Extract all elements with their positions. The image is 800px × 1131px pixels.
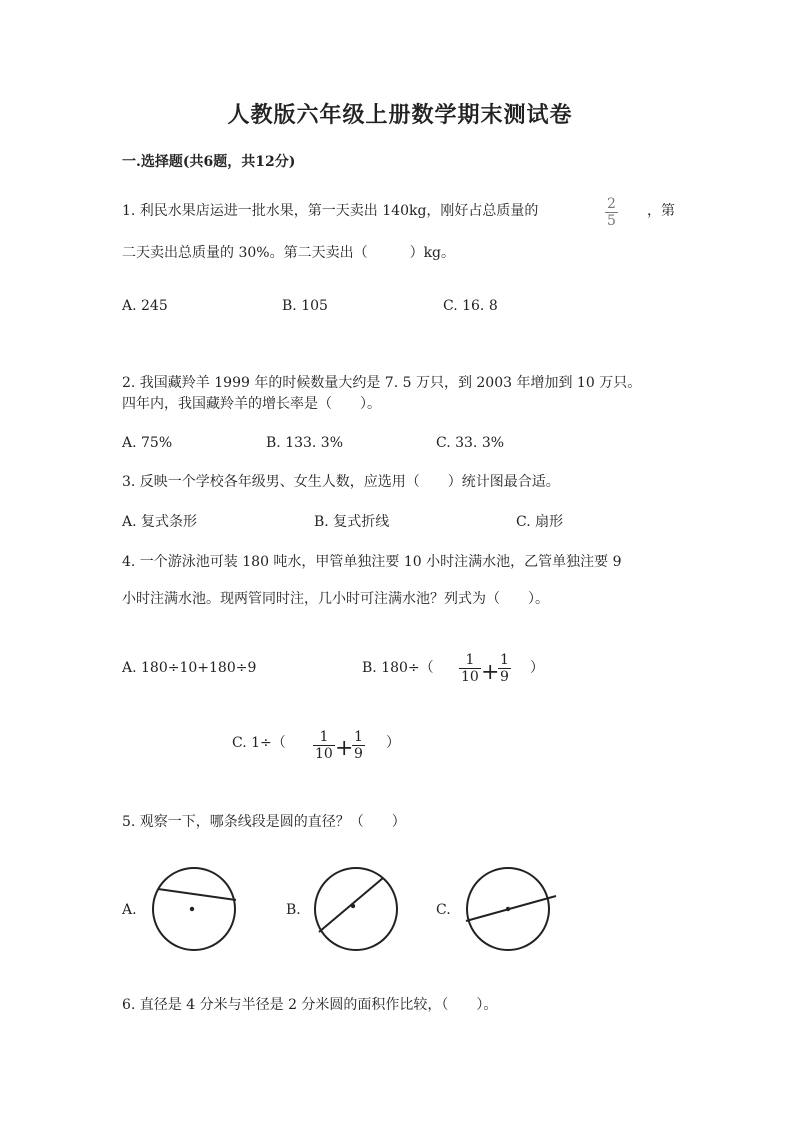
circle-b-center-dot [351, 904, 355, 908]
q4-option-b-fraction2 [498, 652, 511, 685]
q5-circle-c-diagram [462, 866, 558, 952]
q5-option-a-label[interactable]: A. [122, 902, 137, 918]
q4-option-c-fraction2 [352, 729, 365, 762]
q4-option-c-suffix: ） [386, 735, 400, 751]
q4c-f2-numerator: 1 [354, 729, 363, 745]
q6-line1: 6. 直径是 4 分米与半径是 2 分米圆的面积作比较，（ ）。 [122, 997, 498, 1013]
q2-line1: 2. 我国藏羚羊 1999 年的时候数量大约是 7. 5 万只，到 2003 年增加到 10 万只。 [122, 375, 642, 391]
q3-option-a[interactable]: A. 复式条形 [122, 514, 198, 530]
q3-option-c[interactable]: C. 扇形 [516, 514, 564, 530]
q4b-f2-numerator: 1 [500, 652, 509, 668]
q4-option-a[interactable]: A. 180÷10+180÷9 [122, 660, 257, 676]
q1-line1: 1. 利民水果店运进一批水果，第一天卖出 140kg，刚好占总质量的 [122, 203, 539, 219]
q1-option-c[interactable]: C. 16. 8 [443, 298, 498, 314]
q3-option-b[interactable]: B. 复式折线 [314, 514, 390, 530]
q2-option-a[interactable]: A. 75% [122, 435, 173, 451]
q1-fraction-numerator: 2 [607, 196, 616, 212]
q4b-f1-numerator: 1 [465, 652, 475, 668]
page-title: 人教版六年级上册数学期末测试卷 [227, 102, 573, 128]
q5-option-b-label[interactable]: B. [286, 902, 301, 918]
q4-option-b-fraction1 [459, 652, 481, 685]
q4-line2: 小时注满水池。现两管同时注，几小时可注满水池？列式为（ ）。 [122, 591, 549, 607]
q4c-f1-numerator: 1 [319, 729, 329, 745]
circle-b-diameter-candidate [319, 878, 383, 932]
q4-option-b-prefix[interactable]: B. 180÷（ [362, 660, 434, 676]
q2-line2: 四年内，我国藏羚羊的增长率是（ ）。 [122, 396, 381, 412]
q4-option-c-plus: + [335, 736, 354, 761]
circle-b-outline [315, 868, 397, 950]
q4b-f2-denominator: 9 [500, 669, 509, 685]
q1-line1-end: ，第 [647, 203, 675, 219]
q1-fraction-denominator: 5 [607, 213, 616, 229]
q4-line1: 4. 一个游泳池可装 180 吨水，甲管单独注要 10 小时注满水池，乙管单独注要 9 [122, 554, 622, 570]
q2-option-c[interactable]: C. 33. 3% [436, 435, 505, 451]
q2-option-b[interactable]: B. 133. 3% [266, 435, 344, 451]
circle-c-diameter [466, 896, 556, 921]
q5-line1: 5. 观察一下，哪条线段是圆的直径？（ ） [122, 814, 406, 830]
circle-a-chord [158, 889, 236, 900]
q3-line1: 3. 反映一个学校各年级男、女生人数，应选用（ ）统计图最合适。 [122, 474, 560, 490]
q4-option-c-fraction1 [313, 729, 335, 762]
q4-option-c-prefix[interactable]: C. 1÷（ [232, 735, 286, 751]
q4-option-b-plus: + [481, 660, 500, 685]
q4b-f1-denominator: 10 [461, 669, 479, 685]
circle-a-center-dot [190, 907, 194, 911]
q4-option-b-suffix: ） [530, 660, 544, 676]
circle-c-center-dot [506, 907, 510, 911]
q1-line2: 二天卖出总质量的 30%。第二天卖出（ ）kg。 [122, 245, 456, 261]
q1-option-a[interactable]: A. 245 [122, 298, 168, 314]
q4c-f2-denominator: 9 [354, 746, 363, 762]
q5-circle-b-diagram [313, 866, 399, 952]
q1-option-b[interactable]: B. 105 [282, 298, 328, 314]
q1-fraction [605, 196, 618, 229]
q4c-f1-denominator: 10 [315, 746, 333, 762]
section-heading: 一.选择题(共6题，共12分) [122, 154, 296, 170]
q5-circle-a-diagram [148, 866, 240, 952]
q5-option-c-label[interactable]: C. [436, 902, 451, 918]
